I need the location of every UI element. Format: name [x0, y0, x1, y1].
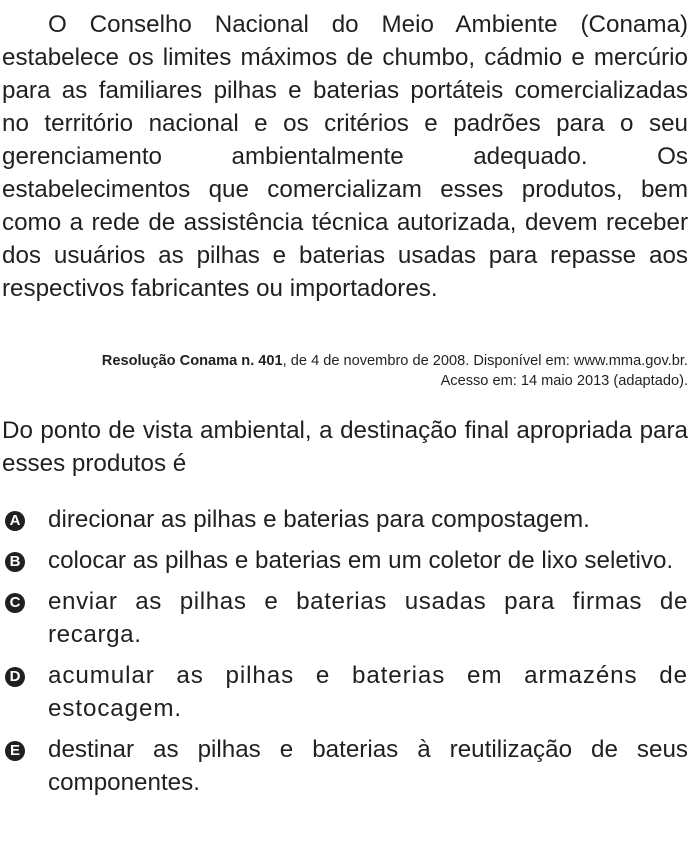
- option-c-text: enviar as pilhas e baterias usadas para firmas de recarga.: [48, 588, 688, 648]
- option-e-text: destinar as pilhas e baterias à reutilização de seus componentes.: [48, 736, 688, 796]
- option-c-letter-icon: C: [5, 593, 25, 613]
- option-e[interactable]: [0, 733, 700, 799]
- option-a-text: direcionar as pilhas e baterias para compostagem.: [48, 506, 590, 533]
- question-stem: Do ponto de vista ambiental, a destinação final apropriada para esses produtos é: [2, 417, 688, 477]
- source-details-line1: , de 4 de novembro de 2008. Disponível em: www.mma.gov.br.: [282, 353, 688, 369]
- passage-text: O Conselho Nacional do Meio Ambiente (Conama) estabelece os limites máximos de chumbo, cádmio e mercúrio para as familiares pilhas e baterias portáteis comercializadas no território nacional e os critérios e padrões para o seu gerenciamento ambientalmente adequado. Os estabelecimentos que comercializam esses produtos, bem como a rede de assistência técnica autorizada, devem receber dos usuários as pilhas e baterias usadas para repasse aos respectivos fabricantes ou importadores.: [2, 11, 688, 302]
- option-d[interactable]: [0, 659, 700, 725]
- source-citation: [2, 351, 688, 391]
- option-c[interactable]: [0, 585, 700, 651]
- option-b-letter-icon: B: [5, 552, 25, 572]
- option-b[interactable]: [0, 544, 700, 577]
- option-b-text: colocar as pilhas e baterias em um coletor de lixo seletivo.: [48, 547, 674, 574]
- source-details-line2: Acesso em: 14 maio 2013 (adaptado).: [440, 373, 688, 389]
- source-title: Resolução Conama n. 401: [101, 353, 283, 369]
- option-a-letter-icon: A: [5, 511, 25, 531]
- option-d-letter-icon: D: [5, 667, 25, 687]
- option-a[interactable]: [0, 503, 700, 536]
- answer-options: [0, 503, 700, 807]
- option-e-letter-icon: E: [5, 741, 25, 761]
- option-d-text: acumular as pilhas e baterias em armazéns de estocagem.: [48, 662, 688, 722]
